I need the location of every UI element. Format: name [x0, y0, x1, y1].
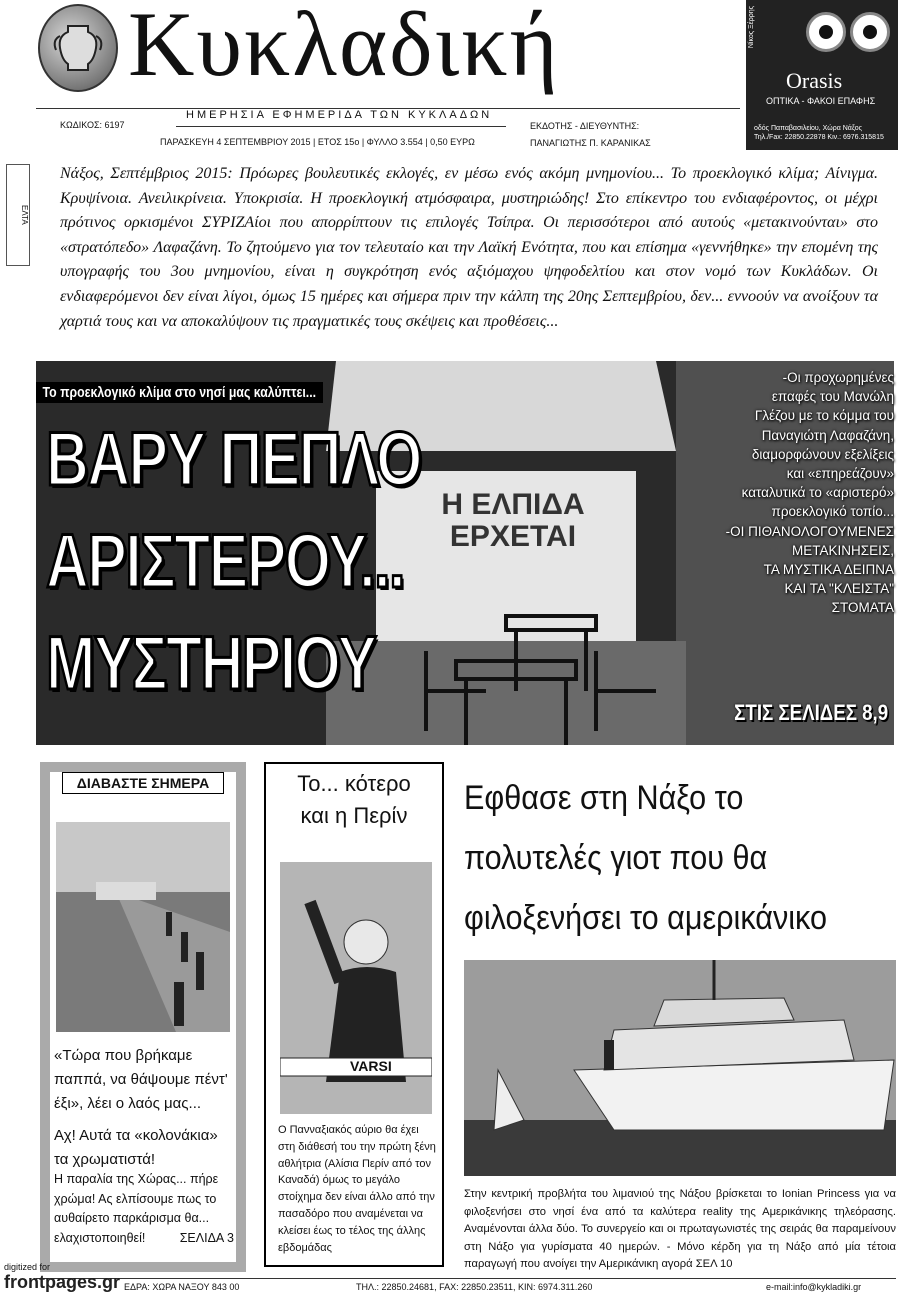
- yacht-caption-body: Στην κεντρική προβλήτα του λιμανιού της Νάξου βρίσκεται το Ionian Princess για να φιλοξενήσει στο νησί ένα από τα καλύτερα reality της Αμερικάνικης τηλεόρασης. Αναμένονται άλλα δύο. Το συνεργείο και οι πρωταγωνιστές της σειράς θα παραμείνουν στη Νάξο για γυρίσματα 40 ημερών. - Μόνο κέρδη για τη Νάξο από μία τέτοια παραγωγή που ανοίγει την Αμερικάνικη αγορά: [464, 1188, 896, 1271]
- side-line: και «επηρεάζουν»: [786, 466, 894, 482]
- footer-phones: ΤΗΛ.: 22850.24681, FAX: 22850.23511, ΚΙΝ: 6974.311.260: [356, 1282, 593, 1292]
- side-line: -Οι προχωρημένες: [782, 370, 894, 385]
- watermark-line-2: frontpages.gr: [4, 1272, 121, 1292]
- yacht-page-ref: ΣΕΛ 10: [695, 1258, 733, 1271]
- hero-kicker: Το προεκλογικό κλίμα στο νησί μας καλύπτει...: [36, 382, 323, 403]
- hero-headline-line-3: ΜΥΣΤΗΡΙΟΥ: [46, 621, 376, 706]
- footer-email[interactable]: e-mail:info@kykladiki.gr: [766, 1282, 862, 1292]
- watermark-line-1: digitized for: [4, 1262, 51, 1272]
- publisher-name: ΠΑΝΑΓΙΩΤΗΣ Π. ΚΑΡΑΝΙΚΑΣ: [530, 138, 651, 148]
- side-line: Γλέζου με το κόμμα του: [754, 408, 894, 424]
- yacht-photo: [464, 960, 896, 1176]
- elta-stamp: ΕΛΤΑ: [6, 164, 30, 266]
- hero-page-reference: ΣΤΙΣ ΣΕΛΙΔΕΣ 8,9: [734, 700, 888, 725]
- ad-address: οδός Παπαβασιλείου, Χώρα Νάξος: [754, 125, 863, 132]
- eye-icon: [850, 12, 890, 52]
- hero-headline-line-2: ΑΡΙΣΤΕΡΟΥ...: [46, 519, 404, 604]
- side-line: ΜΕΤΑΚΙΝΗΣΕΙΣ,: [792, 542, 894, 558]
- tagline: ΗΜΕΡΗΣΙΑ ΕΦΗΜΕΡΙΔΑ ΤΩΝ ΚΥΚΛΑΔΩΝ: [186, 109, 493, 121]
- volleyball-text: Ο Πανναξιακός αύριο θα έχει στη διάθεσή του την πρώτη ξένη αθλήτρια (Αλίσια Περίν από τον Καναδά) όμως το μεγάλο στοίχημα δεν είναι άλλο από την πασαδόρο που αναμένεται να κλείσει έως το τέλος της άλλης εβδομάδας: [278, 1124, 436, 1254]
- optics-advertisement[interactable]: [746, 0, 898, 150]
- issue-info: ΠΑΡΑΣΚΕΥΗ 4 ΣΕΠΤΕΜΒΡΙΟΥ 2015 | ΕΤΟΣ 15ο | ΦΥΛΛΟ 3.554 | 0,50 ΕΥΡΩ: [160, 137, 475, 147]
- side-line: ΚΑΙ ΤΑ "ΚΛΕΙΣΤΑ": [784, 581, 894, 597]
- issue-code: ΚΩΔΙΚΟΣ: 6197: [60, 120, 125, 130]
- ad-phones: Τηλ./Fax: 22850.22878 Κιν.: 6976.315815: [754, 134, 884, 141]
- read-today-text: [54, 1170, 234, 1248]
- side-line: -ΟΙ ΠΙΘΑΝΟΛΟΓΟΥΜΕΝΕΣ: [725, 523, 894, 539]
- volleyball-title: [268, 768, 440, 832]
- hero-headline-line-1: ΒΑΡΥ ΠΕΠΛΟ: [46, 417, 421, 502]
- side-line: ΤΑ ΜΥΣΤΙΚΑ ΔΕΙΠΝΑ: [763, 562, 894, 578]
- yacht-caption: [464, 1186, 896, 1274]
- volleyball-title-line-2: και η Περίν: [300, 803, 408, 828]
- ad-brand: Orasis: [786, 68, 843, 93]
- ad-contact: [754, 124, 884, 142]
- coin-logo: [38, 4, 118, 92]
- amphora-icon: [40, 6, 116, 90]
- read-today-quote: «Τώρα που βρήκαμε παππά, να θάψουμε πέντ' έξι», λέει ο λαός μας...: [54, 1047, 228, 1112]
- volleyball-player-photo: [280, 862, 432, 1114]
- read-today-title: ΔΙΑΒΑΣΤΕ ΣΗΜΕΡΑ: [62, 772, 224, 794]
- side-line: καταλυτικά το «αριστερό»: [741, 485, 894, 501]
- newspaper-title: Κυκλαδική: [128, 0, 560, 95]
- intro-paragraph: Νάξος, Σεπτέμβριος 2015: Πρόωρες βουλευτικές εκλογές, εν μέσω ενός ακόμη μνημονίου... Το προεκλογικό κλίμα; Αίνιγμα. Κρυψίνοια. Ανειλικρίνεια. Υποκρισία. Η προεκλογική ατμόσφαιρα, μυστηριώδης! Στο επίκεντρο του ενδιαφέροντος, οι μέχρι πρότινος ορκισμένοι ΣΥΡΙΖΑίοι που απορρίπτουν τις επιλογές Τσίπρα. Οι περισσότεροι από αυτούς «μετακινούνται» στο «στρατόπεδο» Λαφαζάνη. Το ζητούμενο για τον τελευταίο και την Λαϊκή Ενότητα, που και επίσημα «γεννήθηκε» την επομένη της υπογραφής του 3ου μνημονίου, είναι η συγκρότηση ενός αξιόμαχου ψηφοδελτίου και στον νομό των Κυκλάδων. Οι ενδιαφερόμενοι δεν είναι λίγοι, όμως 15 ημέρες και σήμερα πριν την κάλπη της 20ης Σεπτεμβρίου, δεν... εννοούν να ανοίξουν τα χαρτιά τους και να αποκαλύψουν τις πραγματικές τους σκέψεις και προθέσεις...: [60, 165, 878, 330]
- read-today-body: Η παραλία της Χώρας... πήρε χρώμα! Ας ελπίσουμε πως το αυθαίρετο παρκάρισμα θα... ελαχιστοποιηθεί!: [54, 1172, 219, 1245]
- side-line: Παναγιώτη Λαφαζάνη,: [761, 427, 894, 443]
- side-line: ΣΤΟΜΑΤΑ: [831, 600, 894, 616]
- volleyball-title-line-1: Το... κότερο: [297, 771, 411, 796]
- side-line: επαφές του Μανώλη: [771, 389, 894, 405]
- footer-address: ΕΔΡΑ: ΧΩΡΑ ΝΑΞΟΥ 843 00: [124, 1282, 240, 1292]
- ad-person-name: Νίκος Ξέρρης: [748, 6, 755, 49]
- hero-side-text: [694, 368, 894, 618]
- promenade-photo: [56, 822, 230, 1032]
- footer-divider: [36, 1278, 896, 1279]
- yacht-headline: Εφθασε στη Νάξο το πολυτελές γιοτ που θα φιλοξενήσει το αμερικάνικο: [464, 779, 827, 937]
- side-line: διαμορφώνουν εξελίξεις: [751, 446, 894, 462]
- read-today-page-ref: ΣΕΛΙΔΑ 3: [179, 1230, 234, 1245]
- read-today-headline: Αχ! Αυτά τα «κολονάκια» τα χρωματιστά!: [54, 1127, 218, 1168]
- jersey-text: VARSI: [350, 1058, 392, 1074]
- divider: [176, 126, 506, 127]
- ad-subtitle: ΟΠΤΙΚΑ - ΦΑΚΟΙ ΕΠΑΦΗΣ: [766, 96, 876, 106]
- eye-icon: [806, 12, 846, 52]
- publisher-label: ΕΚΔΟΤΗΣ - ΔΙΕΥΘΥΝΤΗΣ:: [530, 121, 640, 131]
- side-line: προεκλογικό τοπίο...: [771, 504, 894, 520]
- campaign-banner: Η ΕΛΠΙΔΑ ΕΡΧΕΤΑΙ: [441, 488, 585, 553]
